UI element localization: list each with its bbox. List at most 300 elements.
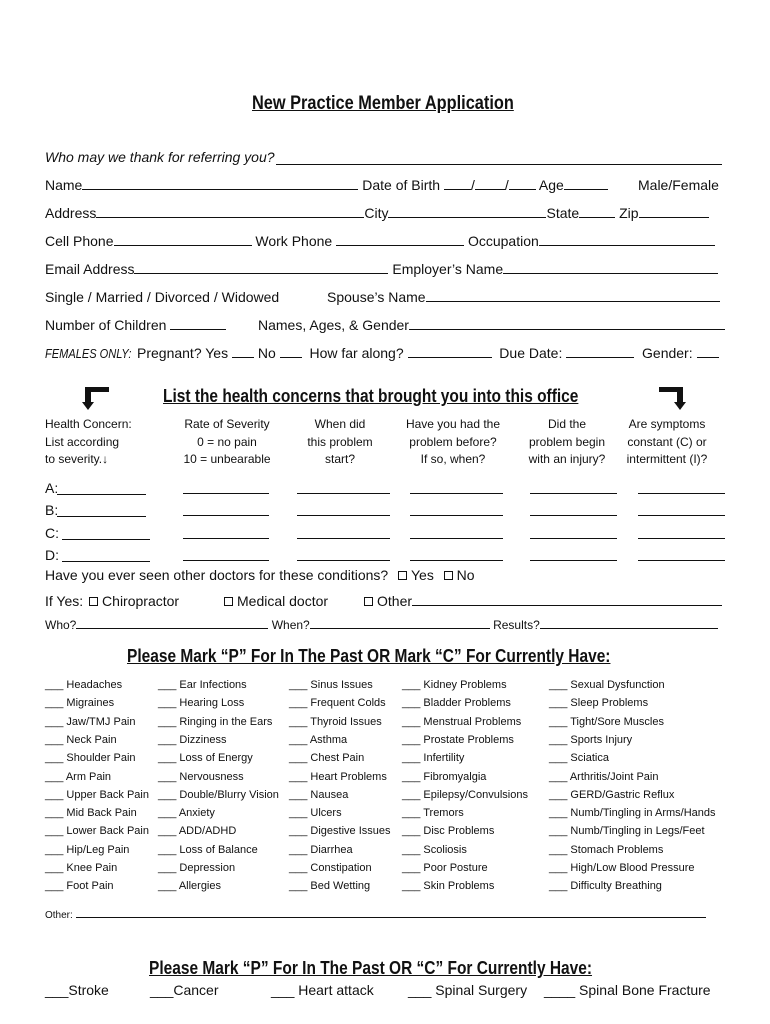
condition-label: Infertility [423,752,465,765]
condition-item[interactable] [402,825,494,837]
results-field[interactable] [540,618,718,629]
concern-field[interactable] [57,516,146,517]
condition-blank: ___ [402,733,421,746]
zip-field[interactable] [639,205,709,218]
dob-label: Date of Birth [362,177,441,193]
spouse-row [327,289,720,305]
concern-row-label: D: [45,547,59,563]
condition-blank: ___ [289,788,308,801]
condition-item[interactable] [402,679,507,691]
major-blank: ___ [271,982,295,998]
arrow-down-icon: ↓ [102,452,109,466]
condition-label: Anxiety [178,807,215,820]
condition-blank: ___ [45,770,64,783]
condition-item[interactable] [549,752,609,764]
condition-blank: ___ [402,752,421,765]
condition-blank: ___ [289,733,308,746]
condition-item[interactable] [158,844,258,856]
condition-item[interactable] [45,789,149,801]
concern-answer-field[interactable] [638,493,725,494]
concern-row-label: B: [45,502,59,518]
females-only-label: FEMALES ONLY: [45,346,132,361]
condition-label: GERD/Gastric Reflux [570,788,675,801]
when-field[interactable] [310,618,490,629]
pregnant-no-blank[interactable] [280,345,302,358]
condition-blank: ___ [45,752,64,765]
condition-blank: ___ [402,807,421,820]
col-severity-line-1: Rate of Severity [184,417,270,431]
condition-item[interactable] [45,844,129,856]
major-item-cancer[interactable] [150,982,219,998]
concern-answer-field[interactable] [183,515,269,516]
condition-item[interactable] [549,825,705,837]
concern-answer-field[interactable] [183,493,269,494]
condition-item[interactable] [158,807,215,819]
concern-answer-field[interactable] [410,538,503,539]
condition-item[interactable] [45,679,122,691]
condition-label: Dizziness [179,733,227,746]
condition-label: Nervousness [179,770,244,783]
condition-label: ADD/ADHD [178,825,237,838]
condition-label: Sleep Problems [570,697,649,710]
condition-item[interactable] [402,716,521,728]
condition-label: Sinus Issues [310,679,373,691]
state-label: State [546,205,580,221]
condition-blank: ___ [158,825,177,838]
page-title: New Practice Member Application [252,93,514,114]
condition-blank: ___ [549,862,568,874]
major-item-spinal-fracture[interactable] [544,982,711,998]
condition-item[interactable] [289,880,370,892]
condition-label: Fibromyalgia [423,770,487,783]
condition-item[interactable] [289,734,347,746]
referral-field[interactable] [276,164,722,165]
condition-blank: ___ [289,770,308,783]
work-phone-field[interactable] [336,233,464,246]
condition-item[interactable] [402,807,464,819]
condition-label: Chest Pain [310,752,365,765]
major-label: Cancer [173,982,219,998]
when-label: When? [271,618,310,632]
condition-label: Constipation [310,862,372,874]
condition-item[interactable] [402,734,514,746]
cell-phone-field[interactable] [114,233,252,246]
major-blank: ___ [45,982,69,998]
condition-blank: ___ [45,825,64,838]
chiropractor-label: Chiropractor [102,593,180,609]
major-label: Spinal Surgery [435,982,528,998]
condition-item[interactable] [549,679,665,691]
concern-answer-field[interactable] [530,493,617,494]
condition-item[interactable] [402,789,528,801]
condition-item[interactable] [289,825,391,837]
condition-blank: ___ [549,752,568,765]
condition-item[interactable] [289,862,372,874]
condition-blank: ___ [289,715,308,728]
condition-label: Menstrual Problems [423,715,522,728]
condition-label: Ear Infections [179,679,247,691]
condition-item[interactable] [158,880,221,892]
condition-blank: ___ [289,752,308,765]
condition-label: Kidney Problems [423,679,507,691]
condition-item[interactable] [402,880,494,892]
major-item-spinal-surgery[interactable] [408,982,527,998]
condition-item[interactable] [45,734,117,746]
col-had-before-line-1: Have you had the [405,417,501,431]
condition-label: Foot Pain [66,880,114,893]
condition-blank: ___ [158,843,177,856]
address-field[interactable] [96,205,364,218]
medical-doctor-checkbox[interactable] [224,597,233,606]
children-names-row [258,317,725,333]
condition-item[interactable] [289,679,373,691]
condition-blank: ___ [158,770,177,783]
condition-item[interactable] [45,880,114,892]
condition-item[interactable] [549,880,662,892]
condition-item[interactable] [289,752,364,764]
col-symptoms-type-line-2: constant (C) or [627,434,707,449]
dob-year-field[interactable] [509,177,536,190]
condition-blank: ___ [289,862,308,874]
condition-label: Heart Problems [310,770,387,783]
concern-field[interactable] [62,561,150,562]
condition-blank: ___ [549,843,568,856]
col-had-before-line-2: problem before? [409,434,497,449]
condition-item[interactable] [158,734,227,746]
medical-doctor-label: Medical doctor [237,593,329,609]
condition-label: Sexual Dysfunction [570,679,665,691]
other-doctor-checkbox[interactable] [364,597,373,606]
condition-blank: ___ [158,679,177,691]
dob-month-field[interactable] [444,177,471,190]
condition-blank: ___ [549,697,568,710]
condition-item[interactable] [549,807,716,819]
condition-item[interactable] [45,825,149,837]
condition-blank: ___ [289,697,308,710]
condition-item[interactable] [289,697,386,709]
condition-label: Hearing Loss [179,697,245,710]
gender-label: Gender: [642,345,693,361]
other-doctors-yes-label: Yes [410,567,434,583]
condition-blank: ___ [549,807,568,820]
condition-item[interactable] [402,752,464,764]
col-health-concern [45,416,132,469]
concern-answer-field[interactable] [297,515,390,516]
employer-label: Employer’s Name [392,261,504,277]
condition-item[interactable] [549,734,632,746]
gender-field[interactable] [697,345,719,358]
col-health-concern-line-2: List according [45,434,120,449]
condition-item[interactable] [158,697,244,709]
condition-blank: ___ [45,715,64,728]
condition-label: Hip/Leg Pain [66,843,130,856]
condition-item[interactable] [289,771,387,783]
how-far-field[interactable] [408,345,492,358]
condition-blank: ___ [289,807,308,820]
condition-label: Digestive Issues [310,825,391,838]
other-doctors-yes-checkbox[interactable] [398,571,407,580]
condition-blank: ___ [45,862,64,874]
pregnant-yes[interactable]: Yes [205,345,229,361]
condition-item[interactable] [158,752,253,764]
who-field[interactable] [76,618,268,629]
condition-item[interactable] [402,697,511,709]
concern-row-label: A: [45,480,59,496]
condition-label: Upper Back Pain [66,788,149,801]
condition-item[interactable] [549,716,664,728]
if-yes-row [45,593,179,609]
dob-day-field[interactable] [475,177,505,190]
pregnant-no[interactable]: No [257,345,276,361]
condition-blank: ___ [158,807,177,820]
condition-item[interactable] [402,862,488,874]
condition-blank: ___ [158,697,177,710]
dob-sep-2: / [504,177,509,193]
condition-blank: ___ [158,862,177,874]
condition-blank: ___ [549,788,568,801]
condition-label: Knee Pain [66,862,118,874]
condition-item[interactable] [45,716,136,728]
age-label: Age [538,177,564,193]
concern-answer-field[interactable] [410,560,503,561]
col-injury [519,416,615,469]
children-row [45,317,226,333]
col-injury-line-3: with an injury? [528,452,606,466]
spouse-field[interactable] [426,289,720,302]
condition-blank: ___ [402,880,421,893]
city-field[interactable] [388,205,546,218]
condition-item[interactable] [45,807,137,819]
medical-doctor-option [222,593,328,609]
concern-answer-field[interactable] [638,515,725,516]
major-blank: ___ [408,982,432,998]
condition-label: Frequent Colds [310,697,386,710]
concern-answer-field[interactable] [183,560,269,561]
condition-blank: ___ [549,679,568,691]
condition-item[interactable] [402,771,486,783]
arrow-down-left-icon [82,384,112,412]
col-had-before [398,416,508,469]
work-phone-label: Work Phone [255,233,333,249]
condition-item[interactable] [549,697,648,709]
condition-item[interactable] [289,844,353,856]
condition-item[interactable] [289,807,342,819]
other-doctors-no-label: No [456,567,475,583]
city-label: City [364,205,389,221]
major-label: Stroke [68,982,109,998]
conditions-heading: Please Mark “P” For In The Past OR Mark “C” For Currently Have: [127,646,611,666]
zip-label: Zip [619,205,639,221]
condition-item[interactable] [549,789,674,801]
state-field[interactable] [579,205,615,218]
condition-label: Tremors [423,807,464,820]
condition-blank: ___ [402,862,421,874]
email-field[interactable] [134,261,388,274]
condition-blank: ___ [402,770,421,783]
condition-blank: ___ [289,825,308,838]
condition-label: Ringing in the Ears [179,715,273,728]
pregnant-yes-blank[interactable] [232,345,254,358]
col-had-before-line-3: If so, when? [420,452,486,466]
condition-label: Diarrhea [310,843,353,856]
concern-answer-field[interactable] [530,560,617,561]
condition-item[interactable] [289,716,382,728]
condition-blank: ___ [549,825,568,838]
condition-label: Nausea [310,788,349,801]
col-injury-line-2: problem begin [528,434,606,449]
sex-option[interactable]: Male/Female [638,177,719,193]
conditions-other-label: Other: [45,910,73,921]
concern-answer-field[interactable] [297,493,390,494]
marital-status-options[interactable]: Single / Married / Divorced / Widowed [45,289,280,305]
condition-blank: ___ [45,679,64,691]
if-yes-label: If Yes: [45,593,84,609]
condition-blank: ___ [289,679,308,691]
occupation-field[interactable] [539,233,715,246]
concern-answer-field[interactable] [410,493,503,494]
col-injury-line-1: Did the [547,417,587,431]
condition-label: Loss of Energy [179,752,253,765]
condition-label: Bed Wetting [310,880,371,893]
condition-label: Numb/Tingling in Legs/Feet [570,825,705,838]
col-symptoms-type-line-3: intermittent (I)? [626,452,708,466]
condition-blank: ___ [289,843,308,856]
condition-item[interactable] [289,789,348,801]
major-item-stroke[interactable] [45,982,109,998]
children-count-field[interactable] [170,317,226,330]
condition-blank: ___ [402,788,421,801]
how-far-label: How far along? [309,345,404,361]
who-row [45,618,718,632]
col-severity-line-2: 0 = no pain [197,434,257,449]
dob-sep-1: / [470,177,475,193]
condition-blank: ___ [549,770,568,783]
condition-label: Depression [179,862,236,874]
females-row [45,345,719,361]
concern-answer-field[interactable] [183,538,269,539]
condition-label: Skin Problems [423,880,495,893]
major-item-heart-attack[interactable] [271,982,374,998]
condition-label: Lower Back Pain [66,825,149,838]
col-health-concern-line-1: Health Concern: [45,417,132,431]
other-doctor-label: Other [377,593,413,609]
condition-blank: ___ [289,880,308,893]
condition-label: Arthritis/Joint Pain [569,770,659,783]
condition-item[interactable] [45,862,117,874]
concern-field[interactable] [57,494,146,495]
condition-blank: ___ [402,843,421,856]
condition-item[interactable] [549,862,695,874]
condition-item[interactable] [549,771,658,783]
condition-label: Bladder Problems [423,697,511,710]
condition-item[interactable] [158,679,247,691]
condition-label: Asthma [309,733,348,746]
who-label: Who? [45,618,77,632]
col-symptoms-type-line-1: Are symptoms [628,417,706,431]
name-field[interactable] [82,177,358,190]
condition-label: Migraines [66,697,115,710]
name-row [45,177,608,193]
concern-answer-field[interactable] [530,538,617,539]
major-blank: ____ [544,982,576,998]
condition-item[interactable] [45,697,114,709]
condition-blank: ___ [158,880,177,893]
condition-item[interactable] [402,844,467,856]
condition-label: Prostate Problems [423,733,514,746]
condition-label: Scoliosis [423,843,467,856]
condition-item[interactable] [158,771,244,783]
age-field[interactable] [564,177,608,190]
condition-item[interactable] [158,825,236,837]
concern-field[interactable] [62,539,150,540]
other-doctors-row [45,567,475,583]
condition-label: Jaw/TMJ Pain [66,715,136,728]
condition-label: Mid Back Pain [66,807,137,820]
employer-field[interactable] [503,261,718,274]
condition-label: Arm Pain [65,770,112,783]
condition-blank: ___ [45,880,64,893]
condition-blank: ___ [158,733,177,746]
condition-item[interactable] [158,716,272,728]
chiropractor-checkbox[interactable] [89,597,98,606]
major-blank: ___ [150,982,174,998]
cell-phone-label: Cell Phone [45,233,114,249]
condition-blank: ___ [549,715,568,728]
concern-row-label: C: [45,525,59,541]
condition-item[interactable] [45,771,111,783]
condition-blank: ___ [402,679,421,691]
conditions-other-field[interactable] [76,909,706,918]
condition-blank: ___ [158,715,177,728]
major-label: Heart attack [298,982,374,998]
condition-blank: ___ [45,733,64,746]
children-label: Number of Children [45,317,167,333]
col-when-start-line-1: When did [314,417,366,431]
children-names-field[interactable] [409,317,725,330]
condition-blank: ___ [45,788,64,801]
other-doctor-field[interactable] [412,593,722,606]
condition-item[interactable] [158,789,279,801]
concern-answer-field[interactable] [530,515,617,516]
condition-label: Numb/Tingling in Arms/Hands [570,807,716,820]
address-row [45,205,709,221]
other-doctors-no-checkbox[interactable] [444,571,453,580]
col-severity [172,416,282,469]
occupation-label: Occupation [467,233,539,249]
col-when-start-line-2: this problem [307,434,373,449]
condition-blank: ___ [549,880,568,893]
condition-blank: ___ [402,697,421,710]
concern-answer-field[interactable] [297,560,390,561]
condition-item[interactable] [549,844,663,856]
condition-label: Disc Problems [423,825,495,838]
due-date-label: Due Date: [499,345,563,361]
concern-answer-field[interactable] [638,560,725,561]
condition-label: Headaches [66,679,123,691]
condition-item[interactable] [45,752,136,764]
concern-answer-field[interactable] [297,538,390,539]
condition-blank: ___ [45,697,64,710]
col-when-start [290,416,390,469]
due-date-field[interactable] [566,345,634,358]
health-concerns-heading: List the health concerns that brought you into this office [163,386,579,406]
concern-answer-field[interactable] [638,538,725,539]
referral-label: Who may we thank for referring you? [45,149,275,165]
condition-label: Allergies [178,880,221,893]
condition-blank: ___ [158,752,177,765]
concern-answer-field[interactable] [410,515,503,516]
condition-item[interactable] [158,862,235,874]
